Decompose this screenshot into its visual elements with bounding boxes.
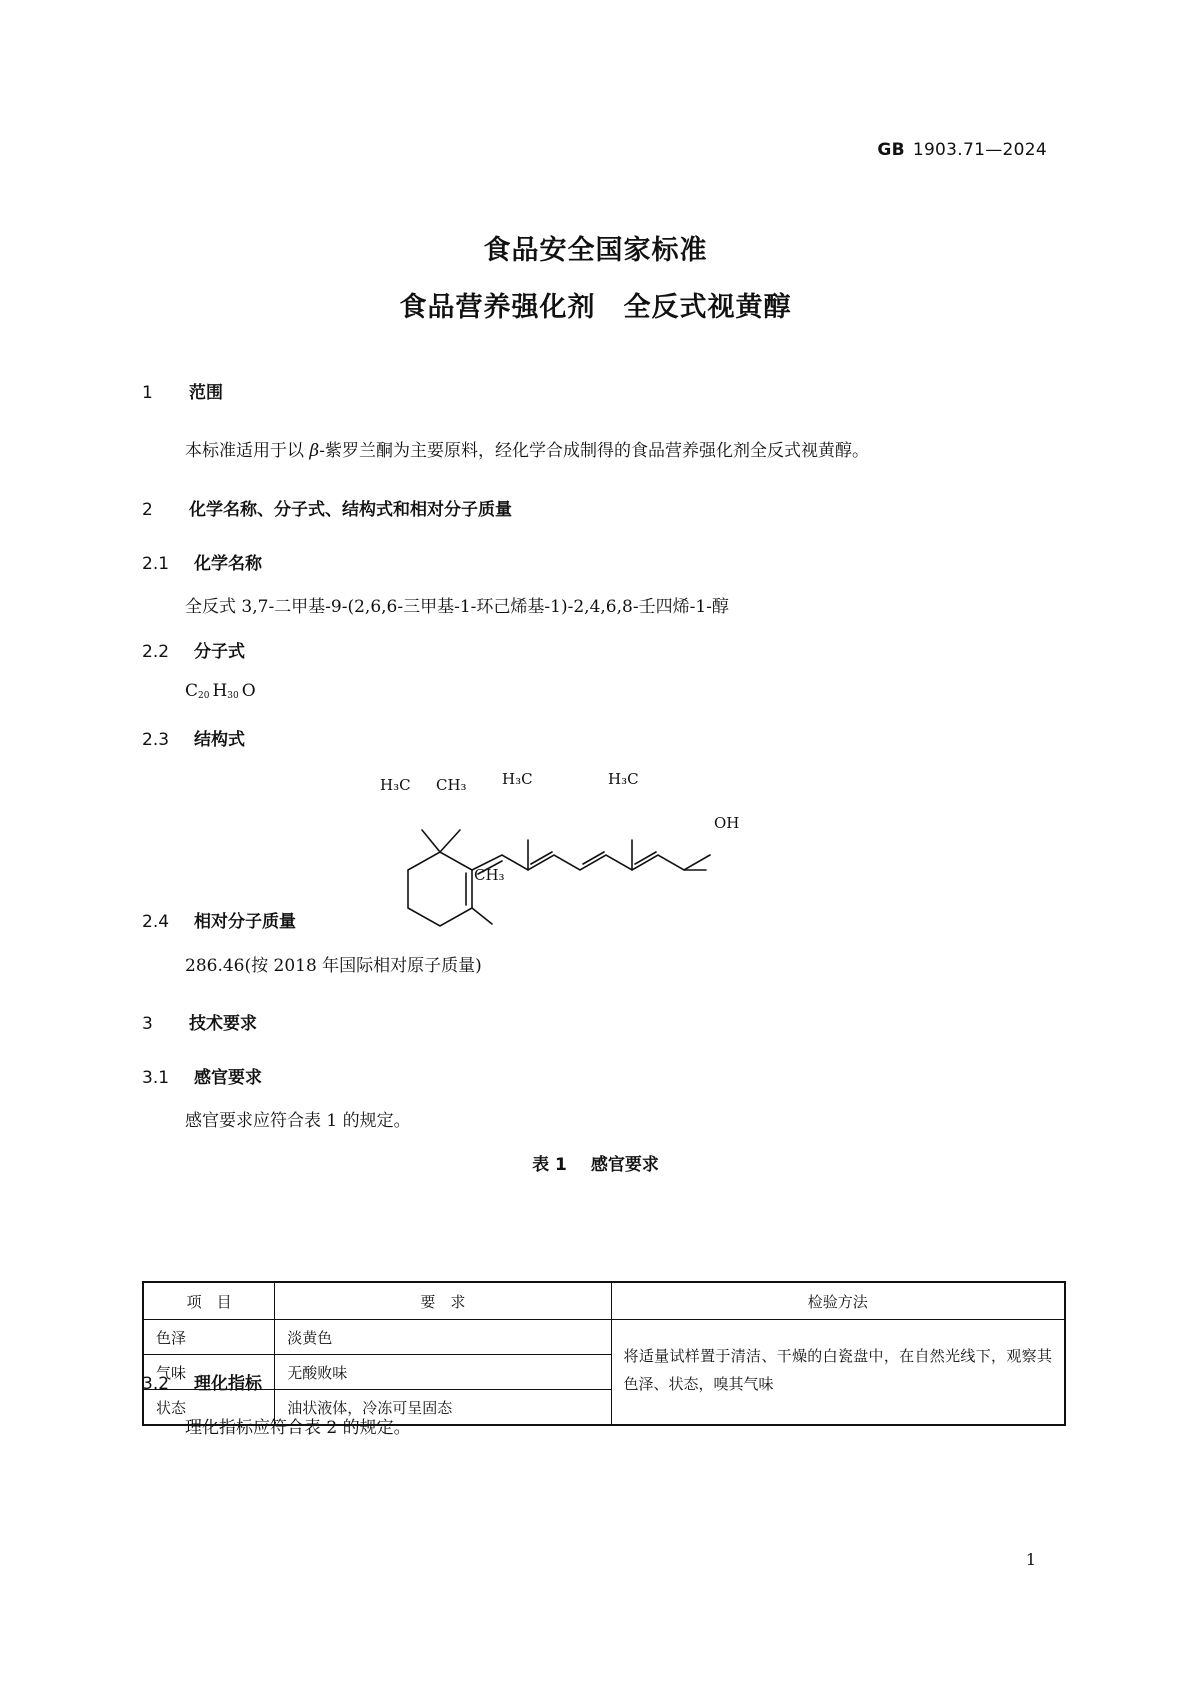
- section-2-3-heading: [142, 725, 245, 750]
- section-3-1-text: 感官要求应符合表 1 的规定。: [185, 1111, 411, 1131]
- standard-prefix: GB: [877, 140, 905, 160]
- sub-title: 食品营养强化剂 全反式视黄醇: [399, 292, 792, 323]
- section-title: 结构式: [194, 730, 245, 750]
- section-title: 感官要求: [194, 1068, 262, 1088]
- standard-number: 1903.71—2024: [912, 140, 1047, 160]
- text-part: -紫罗兰酮为主要原料，经化学合成制得的食品营养强化剂全反式视黄醇。: [319, 441, 869, 461]
- row-item: 状态: [143, 1390, 275, 1426]
- row-item: 气味: [143, 1355, 275, 1390]
- text-part: 本标准适用于以: [185, 441, 310, 461]
- section-2-4-heading: [142, 907, 296, 932]
- table-1-caption: [0, 1150, 1191, 1175]
- section-number: 2.2: [142, 642, 170, 662]
- subscript-c: 20: [198, 691, 210, 701]
- caption-title: 感官要求: [590, 1155, 659, 1175]
- element-o: O: [241, 681, 256, 701]
- molecular-formula: [185, 681, 256, 701]
- section-2-heading: [142, 495, 512, 520]
- section-3-2-text: 理化指标应符合表 2 的规定。: [185, 1418, 411, 1438]
- section-2-1-heading: [142, 549, 262, 574]
- structural-formula: [380, 770, 780, 960]
- section-3-1-heading: [142, 1063, 262, 1088]
- test-method: 将适量试样置于清洁、干燥的白瓷盘中，在自然光线下，观察其色泽、状态，嗅其气味: [611, 1320, 1065, 1426]
- label-oh: OH: [714, 814, 740, 832]
- element-c: C: [185, 681, 199, 701]
- page-number: 1: [1025, 1550, 1036, 1569]
- section-3-2-heading: [142, 1369, 262, 1394]
- label-ch3-top: CH₃: [436, 776, 467, 794]
- subscript-h: 30: [227, 691, 239, 701]
- main-title: 食品安全国家标准: [483, 235, 708, 266]
- table-header-row: [143, 1282, 1065, 1320]
- section-title: 理化指标: [194, 1374, 262, 1394]
- section-number: 2.3: [142, 730, 170, 750]
- element-h: H: [212, 681, 228, 701]
- header-requirement: 要 求: [275, 1282, 611, 1320]
- section-number: 1: [142, 383, 153, 403]
- standard-code: [877, 140, 1047, 160]
- section-title: 技术要求: [189, 1014, 257, 1034]
- label-ch3-bottom: CH₃: [474, 866, 505, 884]
- sensory-requirements-table: [142, 1281, 1066, 1426]
- caption-number: 表 1: [532, 1155, 567, 1175]
- section-2-2-heading: [142, 637, 245, 662]
- label-h3c-right: H₃C: [608, 770, 639, 788]
- section-title: 化学名称、分子式、结构式和相对分子质量: [189, 500, 512, 520]
- section-number: 3.2: [142, 1374, 170, 1394]
- section-number: 2.4: [142, 912, 170, 932]
- header-item: 项 目: [143, 1282, 275, 1320]
- header-method: 检验方法: [611, 1282, 1065, 1320]
- label-h3c-left: H₃C: [380, 776, 411, 794]
- section-title: 分子式: [194, 642, 245, 662]
- label-h3c-mid: H₃C: [502, 770, 533, 788]
- table-row: [143, 1320, 1065, 1355]
- section-1-text: [185, 436, 869, 461]
- section-number: 3: [142, 1014, 153, 1034]
- chemical-name: 全反式 3,7-二甲基-9-(2,6,6-三甲基-1-环己烯基-1)-2,4,6,8-壬四烯-1-醇: [185, 597, 729, 617]
- beta-symbol: β: [309, 441, 320, 461]
- row-item: 色泽: [143, 1320, 275, 1355]
- row-requirement: 淡黄色: [275, 1320, 611, 1355]
- section-title: 范围: [189, 383, 223, 403]
- section-number: 2: [142, 500, 153, 520]
- section-title: 化学名称: [194, 554, 262, 574]
- section-number: 3.1: [142, 1068, 170, 1088]
- row-requirement: 油状液体，冷冻可呈固态: [275, 1390, 611, 1426]
- molecular-mass: 286.46(按 2018 年国际相对原子质量): [185, 956, 482, 976]
- section-number: 2.1: [142, 554, 170, 574]
- row-requirement: 无酸败味: [275, 1355, 611, 1390]
- section-title: 相对分子质量: [194, 912, 296, 932]
- section-3-heading: [142, 1009, 257, 1034]
- section-1-heading: [142, 378, 223, 403]
